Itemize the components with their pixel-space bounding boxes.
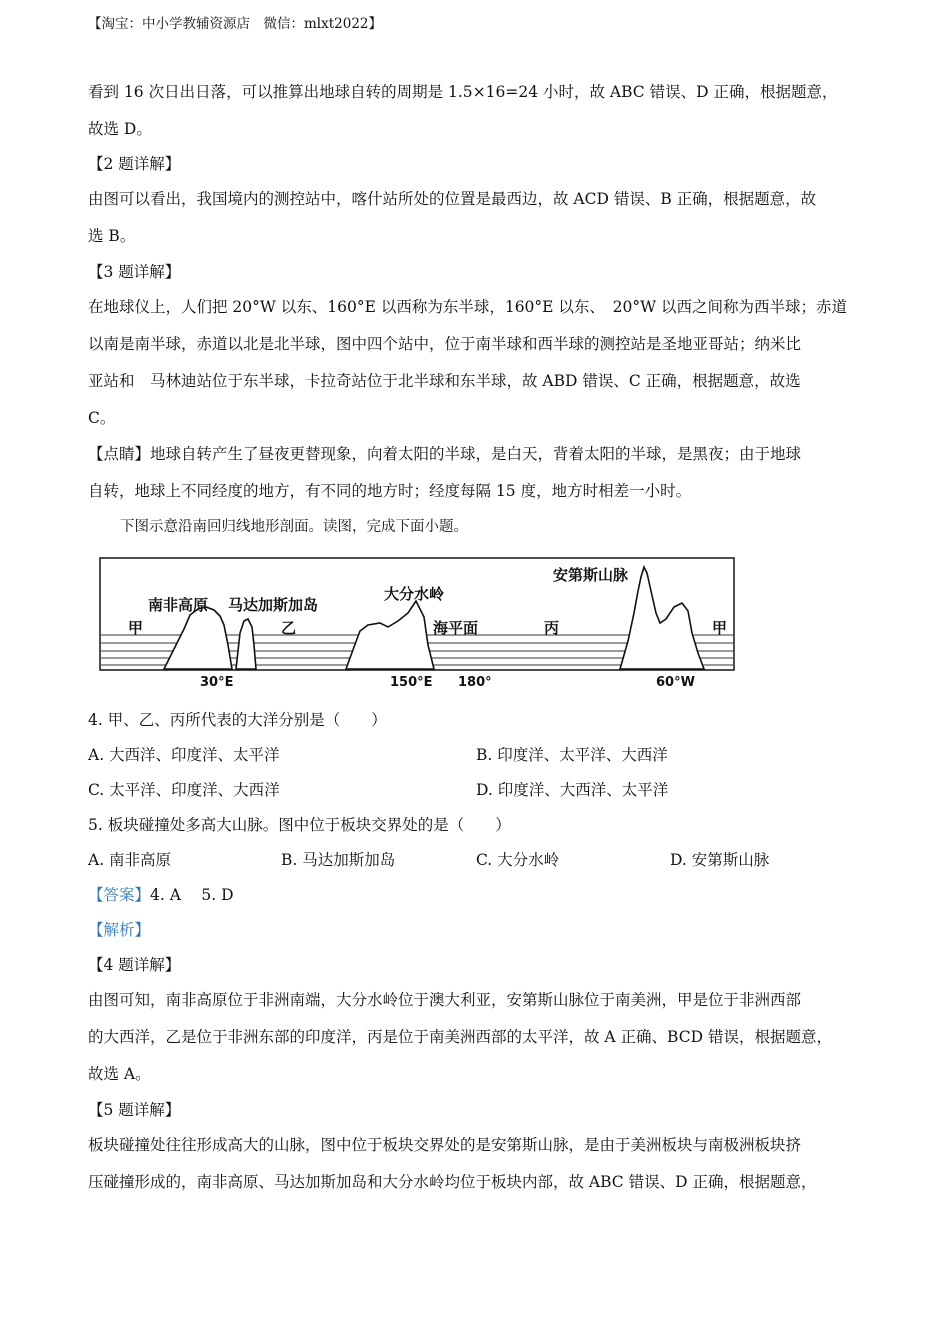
tick-180: 180° <box>458 675 492 690</box>
madagascar-landmass <box>236 619 256 669</box>
text-line: 选 B。 <box>88 227 136 245</box>
analysis-tag: 【解析】 <box>88 921 151 939</box>
label-sea-level: 海平面 <box>433 619 479 637</box>
question-5: 5. 板块碰撞处多高大山脉。图中位于板块交界处的是（ ） <box>88 816 511 834</box>
text-line: 由图可以看出，我国境内的测控站中，喀什站所处的位置是最西边，故 ACD 错误、B 正确，根据题意，故 <box>88 190 817 208</box>
terrain-profile-svg <box>98 553 738 693</box>
page-header: 【淘宝：中小学教辅资源店 微信：mlxt2022】 <box>88 16 383 32</box>
label-andes: 安第斯山脉 <box>553 566 629 584</box>
q4-option-d: D. 印度洋、大西洋、太平洋 <box>476 781 669 799</box>
australia-landmass <box>346 601 434 669</box>
q5-option-b: B. 马达加斯加岛 <box>281 851 396 869</box>
tick-30e: 30°E <box>200 675 234 690</box>
section-heading: 【4 题详解】 <box>88 956 181 974</box>
label-jia-right: 甲 <box>712 619 728 637</box>
text-line: 故选 D。 <box>88 120 152 138</box>
tick-60w: 60°W <box>656 675 695 690</box>
text-line: 在地球仪上，人们把 20°W 以东、160°E 以西称为东半球，160°E 以东、 20°W 以西之间称为西半球；赤道 <box>88 298 847 316</box>
south-america-landmass <box>620 567 704 669</box>
q4-option-c: C. 太平洋、印度洋、大西洋 <box>88 781 280 799</box>
text-line: 自转，地球上不同经度的地方，有不同的地方时；经度每隔 15 度，地方时相差一小时。 <box>88 482 692 500</box>
q4-option-a: A. 大西洋、印度洋、太平洋 <box>88 746 280 764</box>
q5-option-a: A. 南非高原 <box>88 851 172 869</box>
section-heading: 【3 题详解】 <box>88 263 181 281</box>
text-line: 以南是南半球，赤道以北是北半球，图中四个站中，位于南半球和西半球的测控站是圣地亚哥站；纳米比 <box>88 335 802 353</box>
q4-option-b: B. 印度洋、太平洋、大西洋 <box>476 746 668 764</box>
label-madagascar: 马达加斯加岛 <box>228 596 319 614</box>
figure-intro: 下图示意沿南回归线地形剖面。读图，完成下面小题。 <box>120 519 468 535</box>
south-africa-landmass <box>164 607 232 669</box>
terrain-profile-figure <box>98 553 738 693</box>
answer-value: 4. A 5. D <box>150 886 234 904</box>
text-line: 由图可知，南非高原位于非洲南端，大分水岭位于澳大利亚，安第斯山脉位于南美洲，甲是位于非洲西部 <box>88 991 802 1009</box>
label-yi: 乙 <box>281 619 297 637</box>
text-line: 故选 A。 <box>88 1065 151 1083</box>
label-bing: 丙 <box>544 619 560 637</box>
text-line: 亚站和 马林迪站位于东半球，卡拉奇站位于北半球和东半球，故 ABD 错误、C 正确，根据题意，故选 <box>88 372 801 390</box>
label-jia-left: 甲 <box>128 619 144 637</box>
tip-line: 【点睛】地球自转产生了昼夜更替现象，向着太阳的半球，是白天，背着太阳的半球，是黑夜；由于地球 <box>88 445 802 463</box>
section-heading: 【5 题详解】 <box>88 1101 181 1119</box>
q5-option-d: D. 安第斯山脉 <box>670 851 770 869</box>
section-heading: 【2 题详解】 <box>88 155 181 173</box>
q5-option-c: C. 大分水岭 <box>476 851 560 869</box>
text-line: C。 <box>88 409 116 427</box>
answer-tag: 【答案】 <box>88 886 151 904</box>
question-4: 4. 甲、乙、丙所代表的大洋分别是（ ） <box>88 711 387 729</box>
tick-150e: 150°E <box>390 675 433 690</box>
label-south-africa-plateau: 南非高原 <box>148 596 209 614</box>
label-great-dividing-range: 大分水岭 <box>384 585 445 603</box>
text-line: 看到 16 次日出日落，可以推算出地球自转的周期是 1.5×16=24 小时，故 ABC 错误、D 正确，根据题意， <box>88 83 838 101</box>
text-line: 压碰撞形成的，南非高原、马达加斯加岛和大分水岭均位于板块内部，故 ABC 错误、D 正确，根据题意， <box>88 1173 817 1191</box>
text-line: 的大西洋，乙是位于非洲东部的印度洋，丙是位于南美洲西部的太平洋，故 A 正确、BCD 错误，根据题意， <box>88 1028 832 1046</box>
text-line: 板块碰撞处往往形成高大的山脉，图中位于板块交界处的是安第斯山脉，是由于美洲板块与南极洲板块挤 <box>88 1136 802 1154</box>
answer-line <box>88 885 234 905</box>
